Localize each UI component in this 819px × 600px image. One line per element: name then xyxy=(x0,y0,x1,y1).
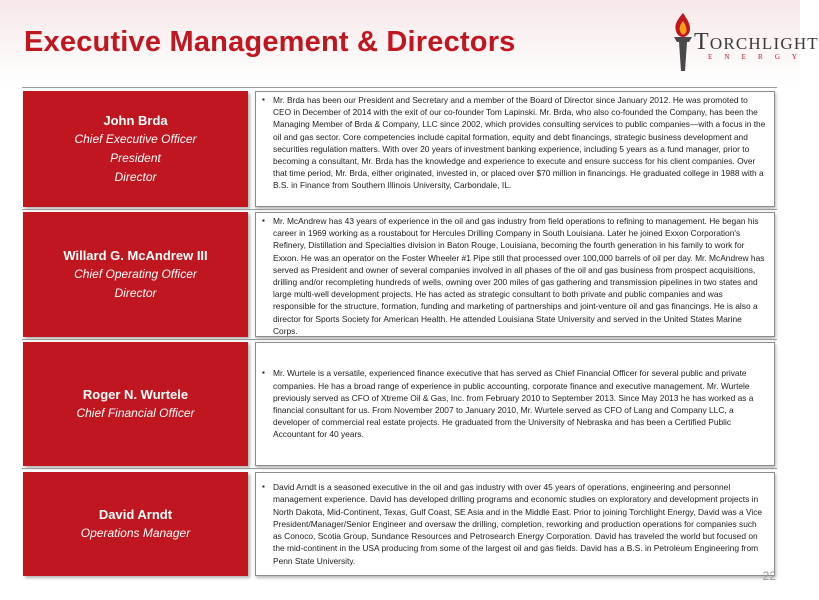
executive-name-box xyxy=(23,91,248,207)
executive-bio-box xyxy=(255,212,775,337)
executive-name-box xyxy=(23,212,248,337)
row-divider xyxy=(22,209,777,210)
executive-title: Director xyxy=(114,170,157,184)
executive-bio: ▪ Mr. Brda has been our President and Secretary and a member of the Board of Director since January 2012. He was promoted to CEO in December of 2014 with the exit of our co-founder Tom Lapinski. Mr. Brda, who also co-founded the Company, has been the Managing Member of Brda & Company, LLC since 2002, which provides consulting services to public companies—with a focus in the oil and gas sector. Core competencies include capital formation, equity and debt financings, strategic business development and securities regulation matters. With over 20 years of investment banking experience, including 5 years as a fund manager, prior to becoming a consultant, Mr. Brda has the knowledge and experience to execute and ensure success for his client companies. Over that time period, Mr. Brda, either originated, invested in, or placed over $70 million in financings. He graduated college in 1988 with a B.S. in Finance from Southern Illinois University, Carbondale, IL. xyxy=(260,94,766,192)
torch-head xyxy=(674,37,692,42)
executive-bio-box xyxy=(255,472,775,576)
executive-title: Operations Manager xyxy=(80,526,191,540)
executive-row xyxy=(23,212,775,337)
header-rule xyxy=(22,87,777,88)
row-divider xyxy=(22,339,777,340)
logo-wordmark: TORCHLIGHT xyxy=(694,29,819,55)
executive-name: Roger N. Wurtele xyxy=(82,387,189,402)
executive-bio: ▪ Mr. McAndrew has 43 years of experience in the oil and gas industry from field operations to refining to management. He began his career in 1969 working as a roustabout for Hercules Drilling Company in South Louisiana. Later he joined Exxon Corporation's Refinery, Distillation and Specialties division in Baton Rouge, Louisiana, becoming the fourth generation in his family to work for Exxon. He was an operator on the Foster Wheeler #1 Pipe still that processed over 100,000 barrels of oil per day. Mr. McAndrew has served as President and owner of several companies involved in all phases of the oil and gas business from prospect acquisitions, drilling and/or recompleting hundreds of wells, owning over 200 miles of gas gathering and transmission pipelines in two states and large multi-well development projects. He has acted as strategic consultant to both private and public companies and was responsible for the structure, formation, funding and marketing of partnerships and joint-venture oil and gas financings. He is also a director for Sports Society for American Health. He attended Louisiana State University and served in the United States Marine Corps. xyxy=(260,215,766,337)
executive-name: Willard G. McAndrew III xyxy=(63,248,208,263)
executive-title: Chief Financial Officer xyxy=(76,406,195,420)
executive-title: Chief Operating Officer xyxy=(74,267,197,281)
executive-name: David Arndt xyxy=(98,507,173,522)
executive-name-box xyxy=(23,342,248,466)
torch-handle xyxy=(679,42,687,71)
executive-name: John Brda xyxy=(103,113,168,128)
company-logo xyxy=(668,11,819,75)
executive-bio: ▪ Mr. Wurtele is a versatile, experienced finance executive that has served as Chief Financial Officer for several public and private companies. He has a broad range of experience in public accounting, corporate finance and executive management. Mr. Wurtele previously served as CFO of Xtreme Oil & Gas, Inc. from February 2010 to September 2013. Since May 2013 he has worked as a financial consultant for us. From November 2007 to January 2010, Mr. Wurtele served as CFO of Lang and Company LLC, a developer of commercial real estate projects. He graduated from the University of Nebraska and has been a Certified Public Accountant for 40 years. xyxy=(260,367,766,440)
row-divider xyxy=(22,468,777,469)
page-title: Executive Management & Directors xyxy=(24,26,516,58)
logo-subtitle: E N E R G Y xyxy=(708,53,803,61)
executive-name-box xyxy=(23,472,248,576)
executive-title: Chief Executive Officer xyxy=(74,132,197,146)
executive-title: Director xyxy=(114,286,157,300)
executive-row xyxy=(23,342,775,466)
executive-row xyxy=(23,472,775,576)
executive-bio: ▪ David Arndt is a seasoned executive in the oil and gas industry with over 45 years of operations, engineering and personnel management experience. David has developed drilling programs and economic studies on exploratory and development projects in North Dakota, Mid-Continent, Texas, Gulf Coast, SE Asia and in the Middle East. Prior to joining Torchlight Energy, David was a Vice President/Manager/Senior Engineer and oversaw the drilling, completion, reworking and production operations for companies such as Conoco, Scotia Group, Sundance Resources and Petrosearch Energy Corporation. David has traveled the world but focused on the mid-continent in the USA producing from some of the largest oil and gas fields. David has a B.S. in Petroleum Engineering from Penn State University. xyxy=(260,481,766,566)
executive-title: President xyxy=(110,151,161,165)
executive-bio-box xyxy=(255,342,775,466)
page-number: 22 xyxy=(762,569,776,583)
executive-row xyxy=(23,91,775,207)
executive-bio-box xyxy=(255,91,775,207)
